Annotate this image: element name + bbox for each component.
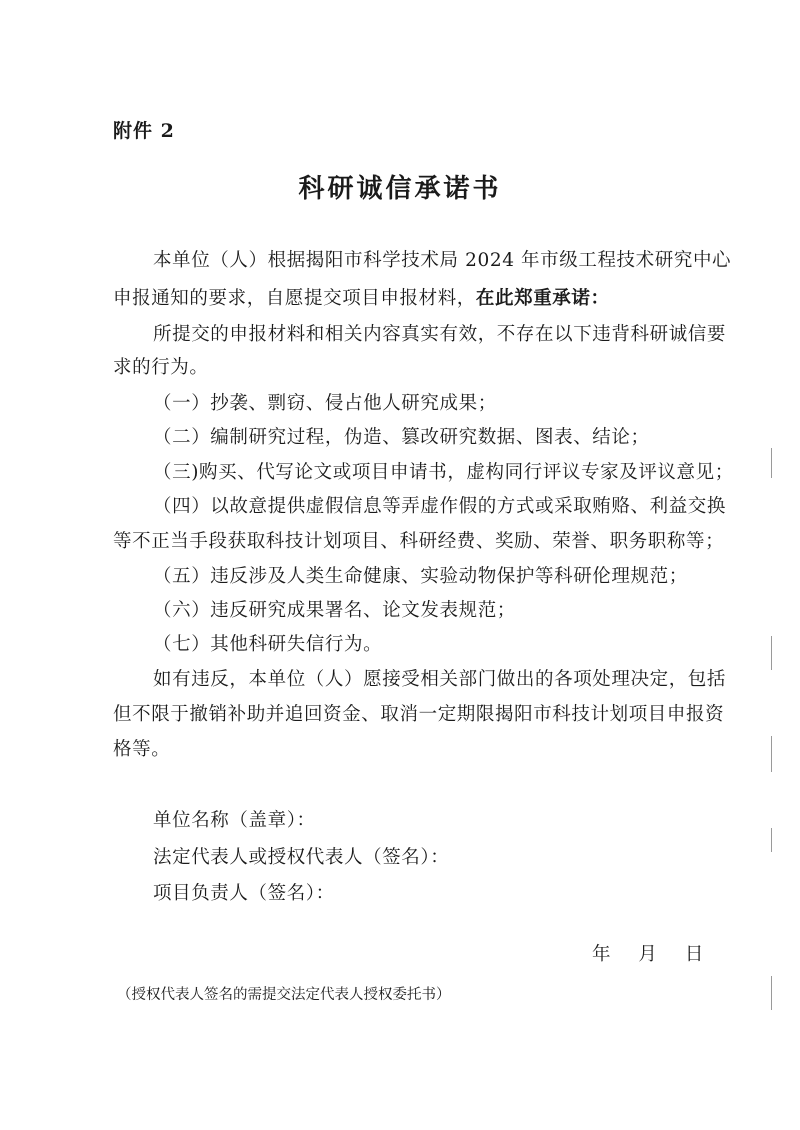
document-title: 科研诚信承诺书 xyxy=(298,174,502,204)
list-item: （五）违反涉及人类生命健康、实验动物保护等科研伦理规范； xyxy=(153,566,688,587)
project-lead-signature-label: 项目负责人（签名）： xyxy=(153,883,335,904)
statement-line-1: 所提交的申报材料和相关内容真实有效，不存在以下违背科研诚信要 xyxy=(153,324,727,345)
scan-artifact xyxy=(771,736,772,772)
legal-rep-signature-label: 法定代表人或授权代表人（签名）： xyxy=(153,847,450,868)
date-day: 日 xyxy=(684,944,704,965)
date-year: 年 xyxy=(592,944,611,965)
list-item: （二）编制研究过程，伪造、篡改研究数据、图表、结论； xyxy=(153,427,650,448)
list-item-continuation: 等不正当手段获取科技计划项目、科研经费、奖励、荣誉、职务职称等； xyxy=(113,531,725,552)
footnote: （授权代表人签名的需提交法定代表人授权委托书） xyxy=(117,987,451,1003)
violation-line-2: 但不限于撤销补助并追回资金、取消一定期限揭阳市科技计划项目申报资 xyxy=(113,704,725,725)
scan-artifact xyxy=(771,828,772,852)
intro-line-2 xyxy=(113,284,610,310)
violation-line-3: 格等。 xyxy=(113,739,171,760)
scan-artifact xyxy=(771,448,772,478)
violation-line-1: 如有违反，本单位（人）愿接受相关部门做出的各项处理决定，包括 xyxy=(153,669,727,690)
list-item: （一）抄袭、剽窃、侵占他人研究成果； xyxy=(153,393,497,414)
list-item: （三)购买、代写论文或项目申请书，虚构同行评议专家及评议意见； xyxy=(153,462,734,483)
unit-name-stamp-label: 单位名称（盖章）： xyxy=(153,810,316,831)
date-line xyxy=(592,940,725,966)
scan-artifact xyxy=(771,636,772,670)
pledge-phrase: 在此郑重承诺： xyxy=(475,288,610,309)
date-month: 月 xyxy=(638,944,657,965)
intro-line-1: 本单位（人）根据揭阳市科学技术局 2024 年市级工程技术研究中心 xyxy=(153,250,732,271)
list-item: （六）违反研究成果署名、论文发表规范； xyxy=(153,600,516,621)
intro-line-2-text: 申报通知的要求，自愿提交项目申报材料， xyxy=(113,288,476,309)
scan-artifact xyxy=(771,976,772,1010)
attachment-label: 附件 2 xyxy=(113,120,175,142)
list-item: （七）其他科研失信行为。 xyxy=(153,634,383,655)
list-item: （四）以故意提供虚假信息等弄虚作假的方式或采取贿赂、利益交换 xyxy=(153,496,727,517)
statement-line-2: 求的行为。 xyxy=(113,357,209,378)
